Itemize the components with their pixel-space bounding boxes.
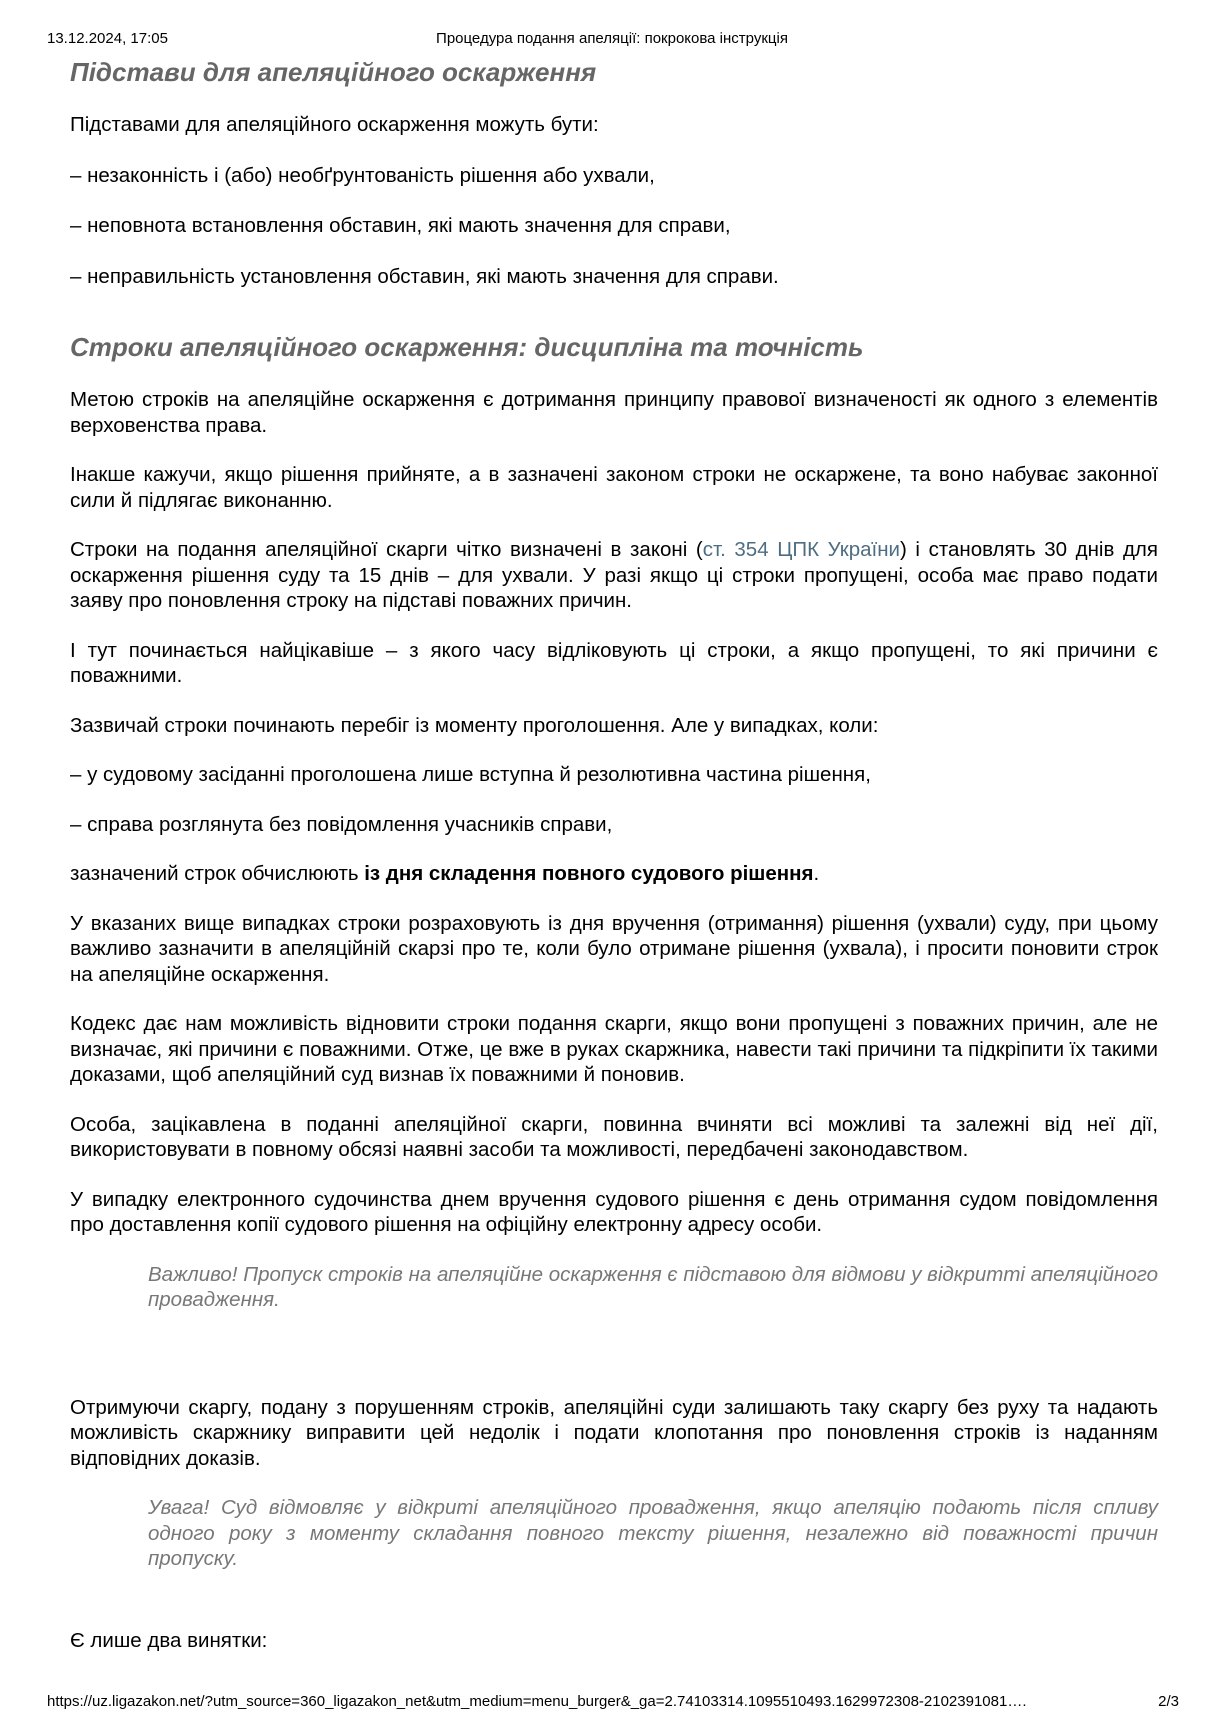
paragraph: Інакше кажучи, якщо рішення прийняте, а в зазначені законом строки не оскаржене, та воно набуває законної сили й підлягає виконанню. <box>70 463 1158 512</box>
print-header-title: Процедура подання апеляції: покрокова інструкція <box>436 30 788 47</box>
section-heading-deadlines: Строки апеляційного оскарження: дисципліна та точність <box>70 332 864 362</box>
print-header-date: 13.12.2024, 17:05 <box>47 30 168 47</box>
text-span: . <box>813 862 820 885</box>
paragraph: Отримуючи скаргу, подану з порушенням строків, апеляційні суди залишають таку скаргу без руху та надають можливість скаржнику виправити цей недолік і подати клопотання про поновлення строків із наданням відповідних доказів. <box>70 1395 1158 1470</box>
text-span: зазначений строк обчислюють <box>70 862 365 885</box>
article-body <box>70 56 1158 1653</box>
grounds-item-1: – незаконність і (або) необґрунтованість рішення або ухвали, <box>70 163 655 187</box>
law-article-link[interactable]: ст. 354 ЦПК України <box>702 538 900 561</box>
paragraph <box>70 537 1158 614</box>
warning-note: Увага! Суд відмовляє у відкриті апеляційного провадження, якщо апеляцію подають після спливу одного року з моменту складання повного тексту рішення, незалежно від поважності причин пропуску. <box>148 1496 1158 1570</box>
print-footer-url: https://uz.ligazakon.net/?utm_source=360_ligazakon_net&utm_medium=menu_burger&_ga=2.74103314.1095510493.1629972308-2102391081…. <box>47 1693 1027 1710</box>
text-span: Строки на подання апеляційної скарги чітко визначені в законі ( <box>70 538 703 561</box>
paragraph: У випадку електронного судочинства днем вручення судового рішення є день отримання судом повідомлення про доставлення копії судового рішення на офіційну електронну адресу особи. <box>70 1187 1158 1236</box>
paragraph <box>70 861 1158 887</box>
grounds-item-3: – неправильність установлення обставин, які мають значення для справи. <box>70 264 779 288</box>
paragraph: У вказаних вище випадках строки розраховують із дня вручення (отримання) рішення (ухвали) суду, при цьому важливо зазначити в апеляційній скарзі про те, коли було отримане рішення (ухвала), і просити поновити строк на апеляційне оскарження. <box>70 911 1158 986</box>
bold-text: із дня складення повного судового рішення <box>364 862 814 885</box>
paragraph: І тут починається найцікавіше – з якого часу відліковують ці строки, а якщо пропущені, то які причини є поважними. <box>70 638 1158 687</box>
list-item: – справа розглянута без повідомлення учасників справи, <box>70 812 613 836</box>
paragraph: Зазвичай строки починають перебіг із моменту проголошення. Але у випадках, коли: <box>70 713 879 737</box>
important-note: Важливо! Пропуск строків на апеляційне оскарження є підставою для відмови у відкритті апеляційного провадження. <box>148 1262 1158 1311</box>
section-heading-grounds: Підстави для апеляційного оскарження <box>70 57 597 87</box>
list-item: – у судовому засіданні проголошена лише вступна й резолютивна частина рішення, <box>70 763 871 786</box>
paragraph: Кодекс дає нам можливість відновити строки подання скарги, якщо вони пропущені з поважних причин, але не визначає, які причини є поважними. Отже, це вже в руках скаржника, навести такі причини та підкріпити їх такими доказами, щоб апеляційний суд визнав їх поважними й поновив. <box>70 1012 1158 1086</box>
paragraph: Метою строків на апеляційне оскарження є дотримання принципу правової визначеності як одного з елементів верховенства права. <box>70 388 1158 437</box>
print-footer-page-number: 2/3 <box>1158 1693 1179 1710</box>
grounds-item-2: – неповнота встановлення обставин, які мають значення для справи, <box>70 214 731 237</box>
paragraph: Є лише два винятки: <box>70 1628 268 1652</box>
text-span: ) і становлять 30 днів для оскарження рішення суду та 15 днів – для ухвали. У разі якщо ці строки пропущені, особа має право подати заяву про поновлення строку на підставі поважних причин. <box>70 538 1158 612</box>
grounds-intro: Підставами для апеляційного оскарження можуть бути: <box>70 113 599 136</box>
paragraph: Особа, зацікавлена в поданні апеляційної скарги, повинна вчиняти всі можливі та залежні від неї дії, використовувати в повному обсязі наявні засоби та можливості, передбачені законодавством. <box>70 1112 1158 1161</box>
